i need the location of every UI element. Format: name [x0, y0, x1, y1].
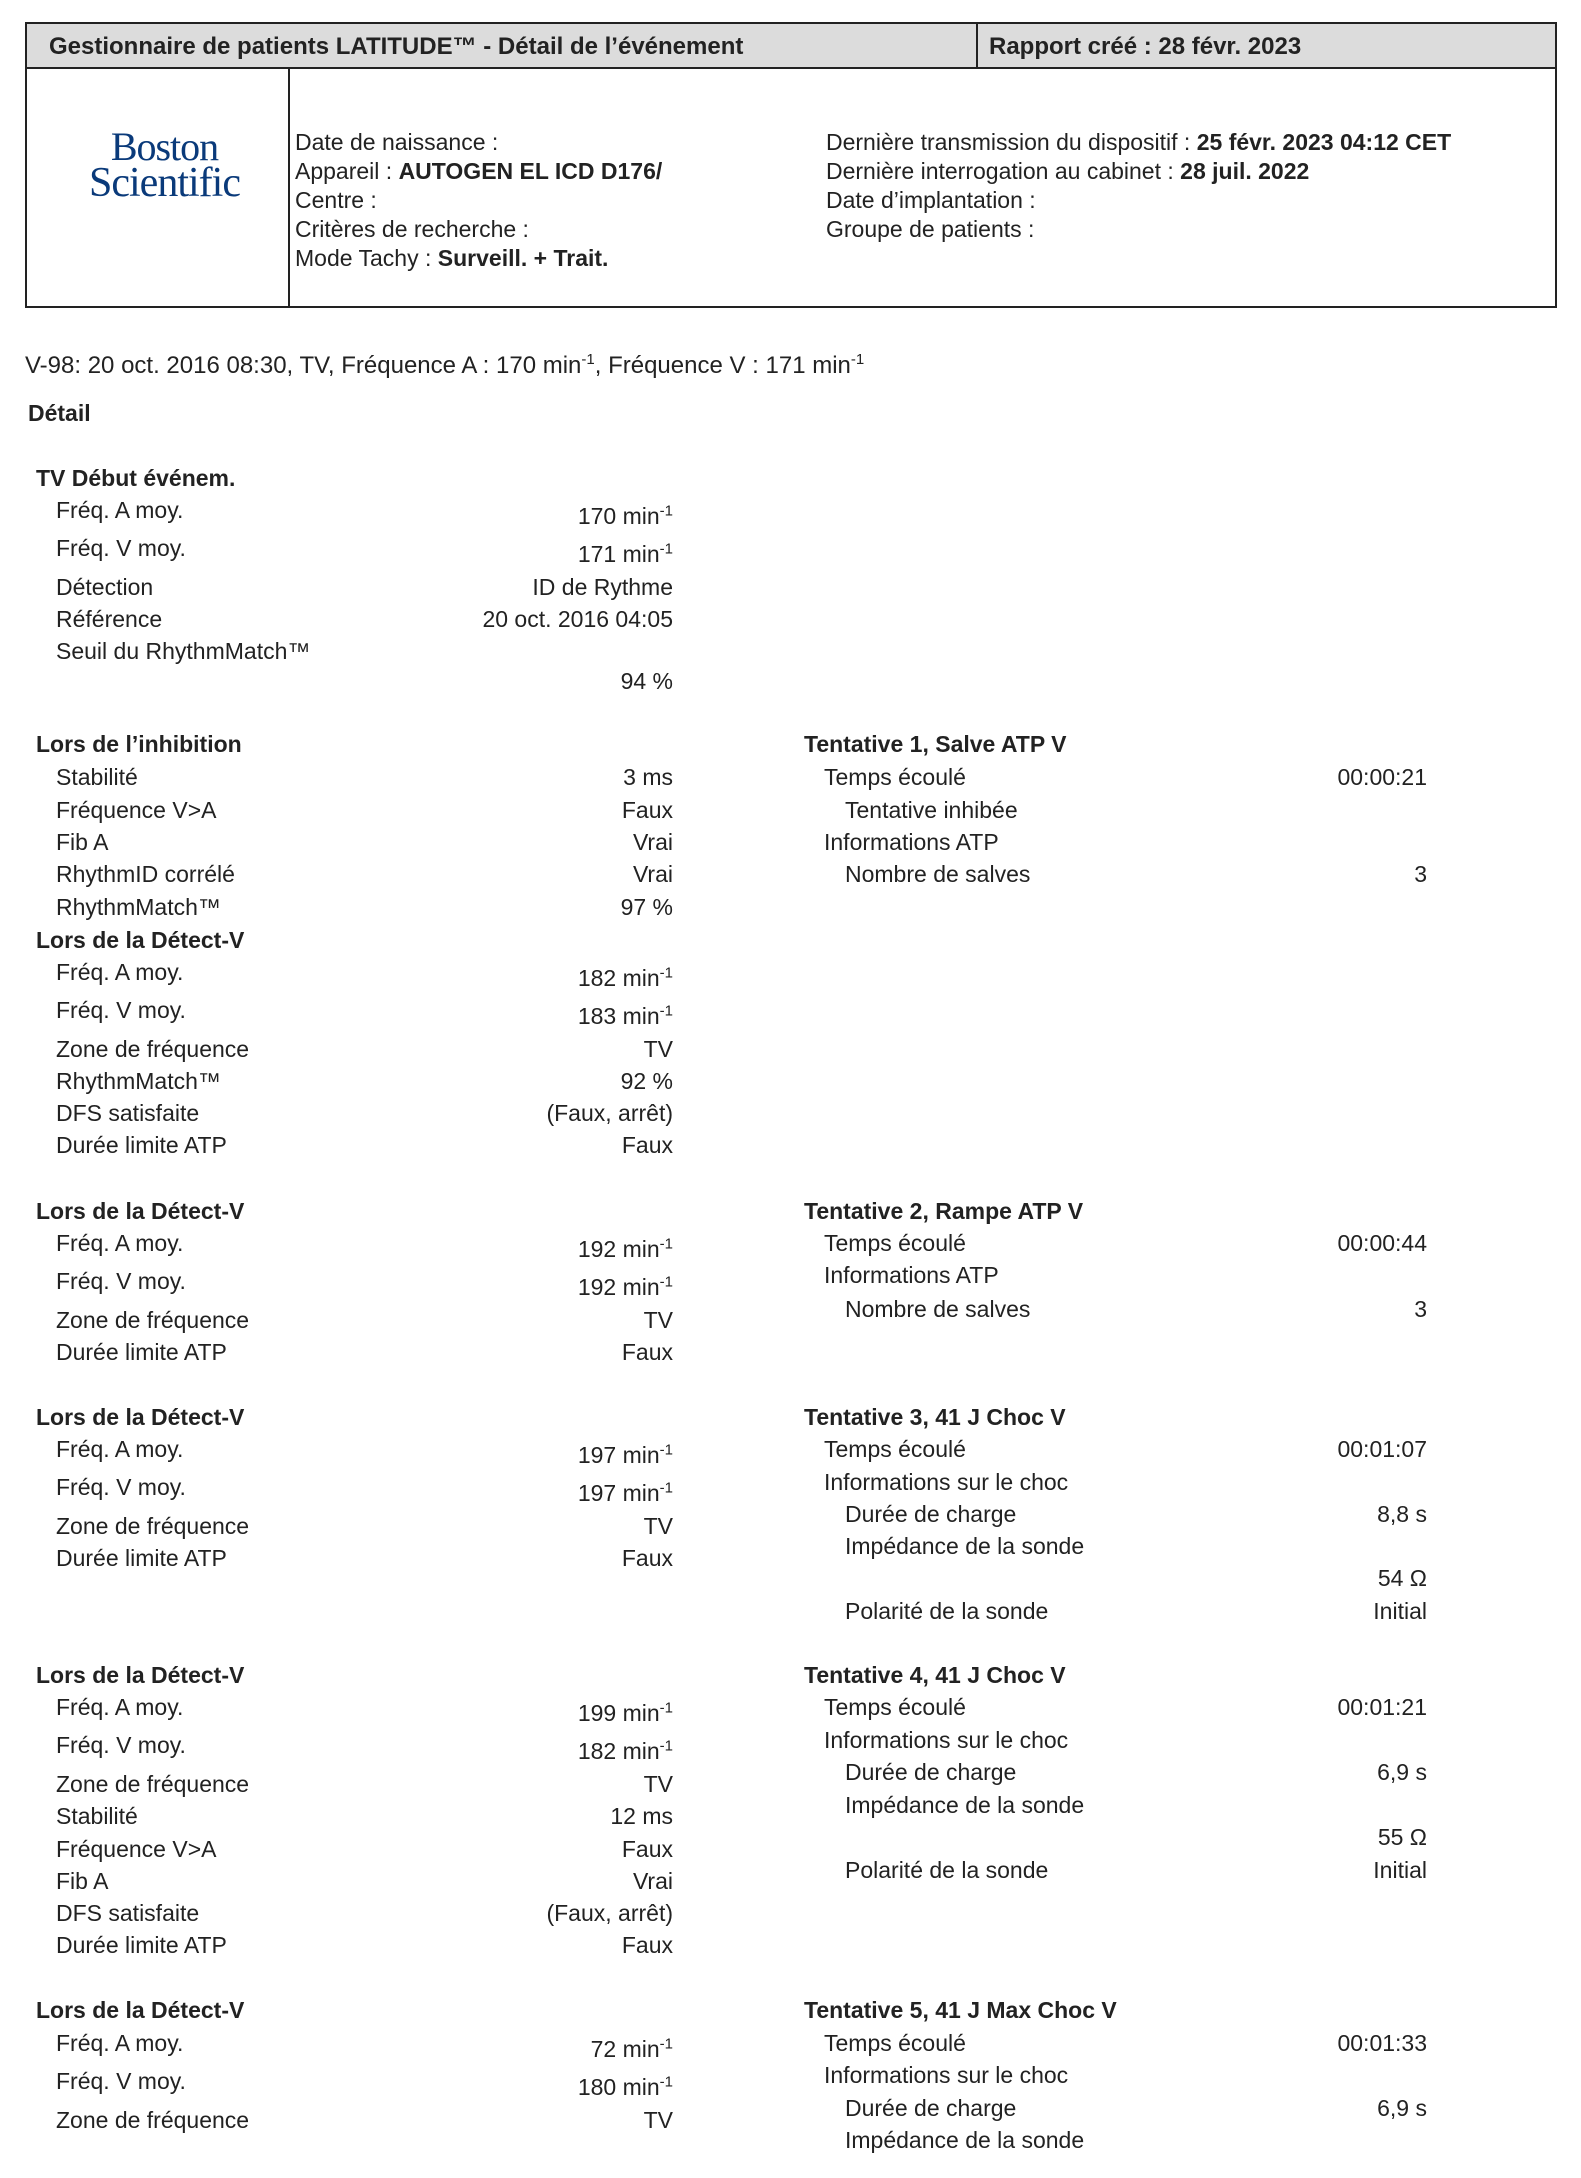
- det2-atp: Faux: [621, 1339, 673, 1365]
- det5-v-rate-label: Fréq. V moy.: [56, 2068, 186, 2094]
- t4-elapsed: 00:01:21: [1337, 1694, 1427, 1720]
- det4-a-rate-label: Fréq. A moy.: [56, 1694, 184, 1720]
- t3-impedance: 54 Ω: [1377, 1565, 1427, 1591]
- det1-atp: Faux: [621, 1132, 673, 1158]
- t4-charge-label: Durée de charge: [845, 1759, 1017, 1785]
- header-bar: [27, 24, 1555, 69]
- t3-polarity: Initial: [1373, 1598, 1427, 1624]
- detail-heading: Détail: [28, 400, 91, 426]
- inhib-stability: 3 ms: [623, 764, 673, 790]
- t5-impedance-label: Impédance de la sonde: [845, 2127, 1085, 2153]
- t1-bursts: 3: [1414, 861, 1427, 887]
- detect5-title: Lors de la Détect-V: [36, 1997, 245, 2023]
- det4-dfs: (Faux, arrêt): [546, 1900, 673, 1926]
- detect4-title: Lors de la Détect-V: [36, 1662, 245, 1688]
- onset-v-rate: 171 $\min^{-1}$: [577, 540, 673, 567]
- onset-reference-label: Référence: [56, 606, 163, 632]
- t2-elapsed-label: Temps écoulé: [824, 1230, 966, 1256]
- search-criteria-label: Critères de recherche :: [295, 216, 529, 242]
- report-header: [25, 22, 1557, 308]
- det1-v-rate: 183 $\min^{-1}$: [577, 1002, 673, 1029]
- t3-polarity-label: Polarité de la sonde: [845, 1598, 1049, 1624]
- inhib-vgta-label: Fréquence V>A: [56, 797, 217, 823]
- t2-atp-info: Informations ATP: [824, 1262, 999, 1288]
- t2-elapsed: 00:00:44: [1337, 1230, 1427, 1256]
- attempt1-title: Tentative 1, Salve ATP V: [804, 731, 1067, 757]
- det4-v-rate: 182 $\min^{-1}$: [577, 1737, 673, 1764]
- report-title: Gestionnaire de patients LATITUDE™ - Détail de l’événement: [49, 33, 744, 60]
- attempt5-title: Tentative 5, 41 J Max Choc V: [804, 1997, 1117, 2023]
- inhibition-title: Lors de l’inhibition: [36, 731, 242, 757]
- det1-atp-label: Durée limite ATP: [56, 1132, 227, 1158]
- t4-elapsed-label: Temps écoulé: [824, 1694, 966, 1720]
- det2-a-rate-label: Fréq. A moy.: [56, 1230, 184, 1256]
- det1-rm: 92 %: [620, 1068, 673, 1094]
- det3-atp-label: Durée limite ATP: [56, 1545, 227, 1571]
- inhib-rm-label: RhythmMatch™: [56, 894, 221, 920]
- inhib-vgta: Faux: [621, 797, 673, 823]
- t4-shock-info: Informations sur le choc: [824, 1727, 1069, 1753]
- inhib-rid-label: RhythmID corrélé: [56, 861, 235, 887]
- inhib-stability-label: Stabilité: [56, 764, 138, 790]
- attempt2-title: Tentative 2, Rampe ATP V: [804, 1198, 1084, 1224]
- onset-v-rate-label: Fréq. V moy.: [56, 535, 186, 561]
- t1-atp-info: Informations ATP: [824, 829, 999, 855]
- t1-bursts-label: Nombre de salves: [845, 861, 1031, 887]
- inhib-rm: 97 %: [620, 894, 673, 920]
- det4-afib-label: Fib A: [56, 1868, 109, 1894]
- logo-divider: [288, 69, 290, 308]
- det1-dfs-label: DFS satisfaite: [56, 1100, 200, 1126]
- device-label: Appareil :: [295, 158, 393, 184]
- det4-a-rate: 199 $\min^{-1}$: [577, 1699, 673, 1726]
- onset-detection-label: Détection: [56, 574, 154, 600]
- det1-rm-label: RhythmMatch™: [56, 1068, 221, 1094]
- attempt3-title: Tentative 3, 41 J Choc V: [804, 1404, 1066, 1430]
- onset-title: TV Début événem.: [36, 465, 236, 491]
- det1-dfs: (Faux, arrêt): [546, 1100, 673, 1126]
- last-transmission-value: 25 févr. 2023 04:12 CET: [1196, 129, 1452, 155]
- det4-v-rate-label: Fréq. V moy.: [56, 1732, 186, 1758]
- det2-v-rate-label: Fréq. V moy.: [56, 1268, 186, 1294]
- t3-impedance-label: Impédance de la sonde: [845, 1533, 1085, 1559]
- detect3-title: Lors de la Détect-V: [36, 1404, 245, 1430]
- det2-zone: TV: [643, 1307, 673, 1333]
- det3-a-rate: 197 $\min^{-1}$: [577, 1441, 673, 1468]
- inhib-afib: Vrai: [632, 829, 673, 855]
- onset-rm-threshold: 94 %: [620, 668, 673, 694]
- t4-polarity: Initial: [1373, 1857, 1427, 1883]
- last-transmission-label: Dernière transmission du dispositif :: [826, 129, 1191, 155]
- t2-bursts-label: Nombre de salves: [845, 1296, 1031, 1322]
- det3-v-rate-label: Fréq. V moy.: [56, 1474, 186, 1500]
- det4-vgta-label: Fréquence V>A: [56, 1836, 217, 1862]
- det1-zone-label: Zone de fréquence: [56, 1036, 250, 1062]
- det4-atp: Faux: [621, 1932, 673, 1958]
- det2-atp-label: Durée limite ATP: [56, 1339, 227, 1365]
- t3-charge: 8,8 s: [1377, 1501, 1427, 1527]
- det1-a-rate-label: Fréq. A moy.: [56, 959, 184, 985]
- det4-vgta: Faux: [621, 1836, 673, 1862]
- patient-info-right: [826, 128, 1451, 244]
- last-interrogation-label: Dernière interrogation au cabinet :: [826, 158, 1174, 184]
- report-created-date: Rapport créé : 28 févr. 2023: [989, 33, 1302, 60]
- inhib-afib-label: Fib A: [56, 829, 109, 855]
- onset-rm-threshold-label: Seuil du RhythmMatch™: [56, 638, 311, 664]
- t3-elapsed: 00:01:07: [1337, 1436, 1427, 1462]
- t5-charge-label: Durée de charge: [845, 2095, 1017, 2121]
- t1-elapsed: 00:00:21: [1337, 764, 1427, 790]
- det4-stability: 12 ms: [610, 1803, 673, 1829]
- patient-info-left: [295, 128, 662, 273]
- det3-zone-label: Zone de fréquence: [56, 1513, 250, 1539]
- center-label: Centre :: [295, 187, 377, 213]
- t3-shock-info: Informations sur le choc: [824, 1469, 1069, 1495]
- t2-bursts: 3: [1414, 1296, 1427, 1322]
- det3-zone: TV: [643, 1513, 673, 1539]
- t5-shock-info: Informations sur le choc: [824, 2062, 1069, 2088]
- dob-label: Date de naissance :: [295, 129, 499, 155]
- det4-atp-label: Durée limite ATP: [56, 1932, 227, 1958]
- patient-group-label: Groupe de patients :: [826, 216, 1035, 242]
- t4-polarity-label: Polarité de la sonde: [845, 1857, 1049, 1883]
- onset-detection: ID de Rythme: [532, 574, 673, 600]
- det1-v-rate-label: Fréq. V moy.: [56, 997, 186, 1023]
- det3-a-rate-label: Fréq. A moy.: [56, 1436, 184, 1462]
- tachy-mode-label: Mode Tachy :: [295, 245, 432, 271]
- det2-v-rate: 192 $\min^{-1}$: [577, 1273, 673, 1300]
- det5-zone: TV: [643, 2107, 673, 2133]
- det3-v-rate: 197 $\min^{-1}$: [577, 1479, 673, 1506]
- det2-zone-label: Zone de fréquence: [56, 1307, 250, 1333]
- t4-impedance: 55 Ω: [1377, 1824, 1427, 1850]
- t4-charge: 6,9 s: [1377, 1759, 1427, 1785]
- last-interrogation-value: 28 juil. 2022: [1180, 158, 1310, 184]
- t4-impedance-label: Impédance de la sonde: [845, 1792, 1085, 1818]
- event-summary: V-98: 20 oct. 2016 08:30, TV, Fréquence A : 170 $\min^{-1}$, Fréquence V : 171 $\min^{-1}$: [25, 351, 865, 379]
- det5-zone-label: Zone de fréquence: [56, 2107, 250, 2133]
- detect1-title: Lors de la Détect-V: [36, 927, 245, 953]
- t1-elapsed-label: Temps écoulé: [824, 764, 966, 790]
- t5-elapsed: 00:01:33: [1337, 2030, 1427, 2056]
- det4-zone-label: Zone de fréquence: [56, 1771, 250, 1797]
- det5-a-rate: 72 $\min^{-1}$: [590, 2035, 673, 2062]
- t5-charge: 6,9 s: [1377, 2095, 1427, 2121]
- det4-dfs-label: DFS satisfaite: [56, 1900, 200, 1926]
- det1-zone: TV: [643, 1036, 673, 1062]
- attempt4-title: Tentative 4, 41 J Choc V: [804, 1662, 1066, 1688]
- onset-a-rate-label: Fréq. A moy.: [56, 497, 184, 523]
- implant-date-label: Date d’implantation :: [826, 187, 1036, 213]
- det4-zone: TV: [643, 1771, 673, 1797]
- det5-v-rate: 180 $\min^{-1}$: [577, 2073, 673, 2100]
- onset-reference: 20 oct. 2016 04:05: [482, 606, 673, 632]
- tachy-mode-value: Surveill. + Trait.: [437, 245, 609, 271]
- det4-afib: Vrai: [632, 1868, 673, 1894]
- detect2-title: Lors de la Détect-V: [36, 1198, 245, 1224]
- t5-elapsed-label: Temps écoulé: [824, 2030, 966, 2056]
- header-divider: [976, 24, 978, 69]
- t3-charge-label: Durée de charge: [845, 1501, 1017, 1527]
- t1-inhibited: Tentative inhibée: [845, 797, 1018, 823]
- inhib-rid: Vrai: [632, 861, 673, 887]
- device-value: AUTOGEN EL ICD D176/: [398, 158, 663, 184]
- det1-a-rate: 182 $\min^{-1}$: [577, 964, 673, 991]
- det3-atp: Faux: [621, 1545, 673, 1571]
- det2-a-rate: 192 $\min^{-1}$: [577, 1235, 673, 1262]
- det4-stability-label: Stabilité: [56, 1803, 138, 1829]
- onset-a-rate: 170 $\min^{-1}$: [577, 502, 673, 529]
- t3-elapsed-label: Temps écoulé: [824, 1436, 966, 1462]
- det5-a-rate-label: Fréq. A moy.: [56, 2030, 184, 2056]
- boston-scientific-logo: Boston Scientific: [89, 124, 240, 206]
